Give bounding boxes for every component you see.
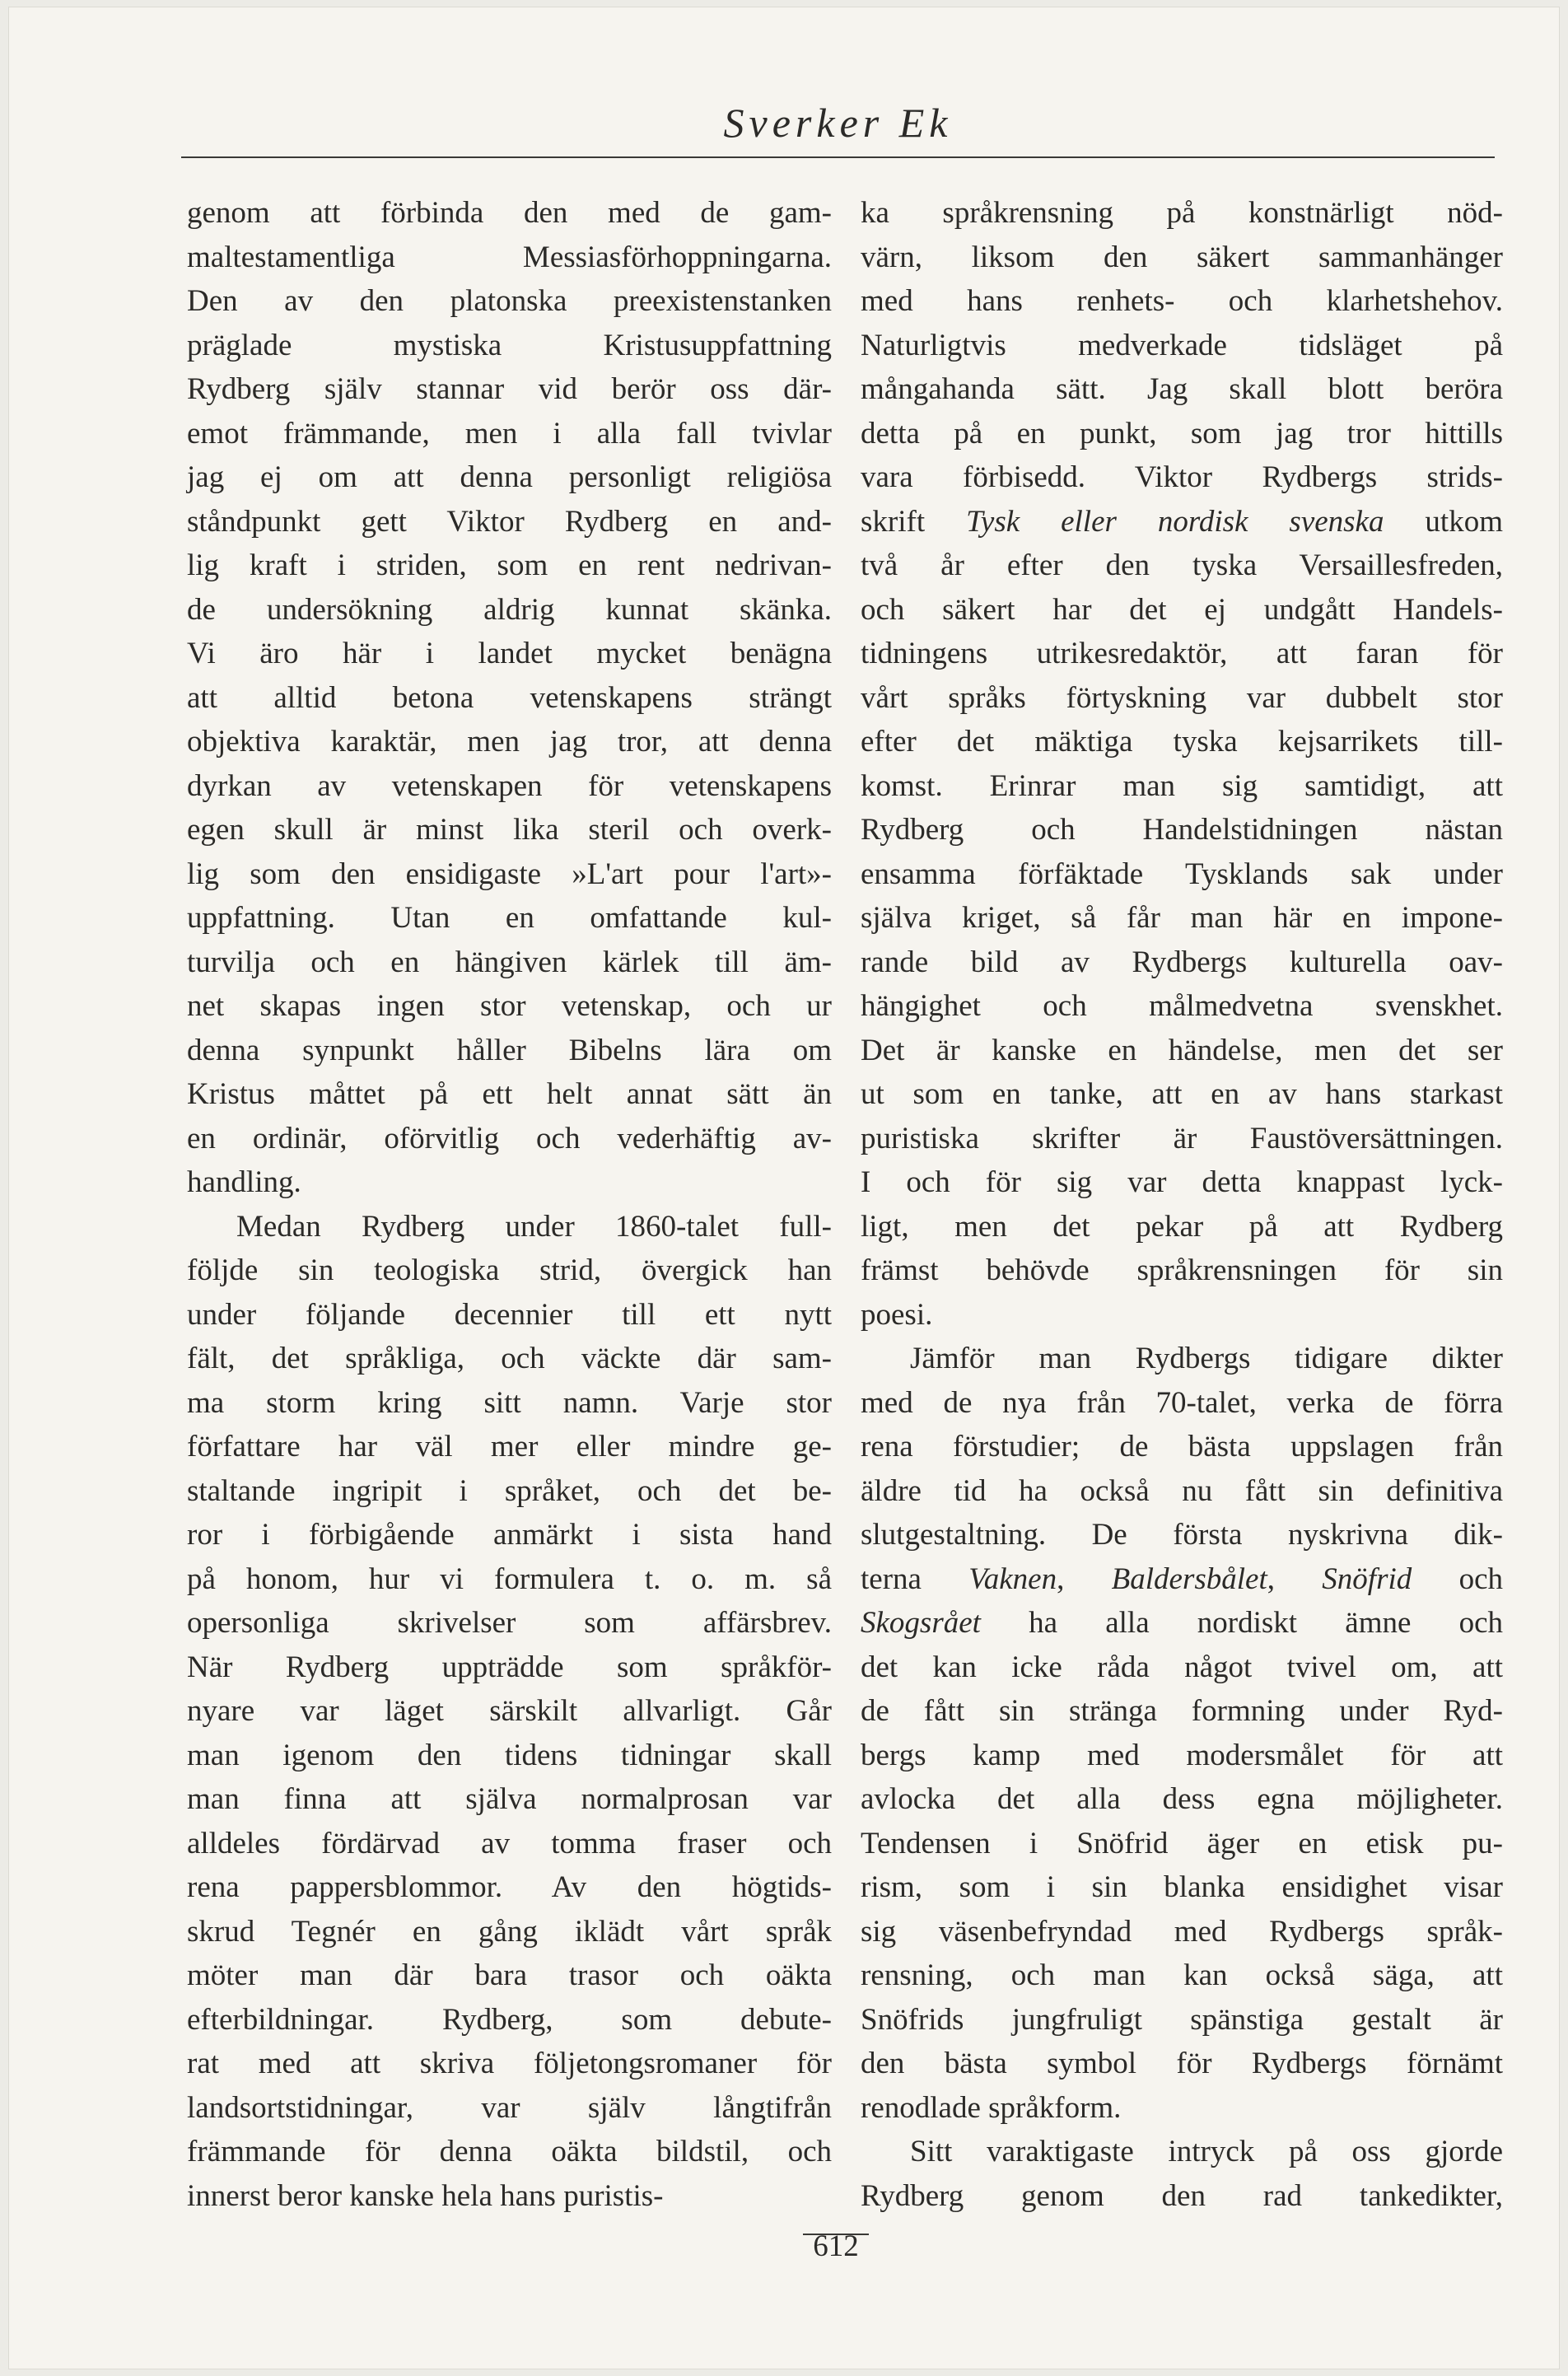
text-line: man finna att själva normalprosan var — [187, 1782, 832, 1816]
text-line: Det är kanske en händelse, men det ser — [861, 1033, 1503, 1067]
text-line: Tendensen i Snöfrid äger en etisk pu- — [861, 1826, 1503, 1860]
text-line: de undersökning aldrig kunnat skänka. — [187, 592, 832, 627]
text-line: rena förstudier; de bästa uppslagen från — [861, 1430, 1503, 1463]
text-line: hängighet och målmedvetna svenskhet. — [861, 989, 1503, 1023]
text-line: ligt, men det pekar på att Rydberg — [861, 1209, 1503, 1244]
text-line: egen skull är minst lika steril och overk- — [187, 813, 832, 847]
text-line: två år efter den tyska Versaillesfreden, — [861, 548, 1503, 582]
text-line: innerst beror kanske hela hans puristis- — [187, 2178, 664, 2213]
text-line — [861, 1601, 1503, 1645]
text-line: detta på en punkt, som jag tror hittills — [861, 416, 1503, 450]
text-line: Naturligtvis medverkade tidsläget på — [861, 328, 1503, 362]
text-line: vara förbisedd. Viktor Rydbergs strids- — [861, 460, 1503, 494]
text-line: genom att förbinda den med de gam- — [187, 196, 832, 230]
text-line: man igenom den tidens tidningar skall — [187, 1738, 832, 1772]
text-line: renodlade språkform. — [861, 2090, 1122, 2125]
text-line: poesi. — [861, 1297, 933, 1332]
text-line: tidningens utrikesredaktör, att faran för — [861, 637, 1503, 670]
text-line: staltande ingripit i språket, och det be- — [187, 1473, 832, 1508]
text-line: denna synpunkt håller Bibelns lära om — [187, 1033, 832, 1067]
italic-title: Snöfrid — [1322, 1561, 1412, 1596]
text-line: att alltid betona vetenskapens strängt — [187, 680, 832, 715]
text-fragment: ha alla nordiskt ämne och — [980, 1606, 1503, 1640]
text-line: ma storm kring sitt namn. Varje stor — [187, 1385, 832, 1420]
text-line: ka språkrensning på konstnärligt nöd- — [861, 196, 1503, 230]
text-line: alldeles fördärvad av tomma fraser och — [187, 1826, 832, 1860]
text-line: rism, som i sin blanka ensidighet visar — [861, 1870, 1503, 1904]
text-line: själva kriget, så får man här en impone- — [861, 901, 1503, 935]
text-line: lig som den ensidigaste »L'art pour l'art»- — [187, 857, 832, 891]
text-line: ensamma förfäktade Tysklands sak under — [861, 857, 1503, 891]
text-line — [861, 500, 1503, 544]
text-line: rande bild av Rydbergs kulturella oav- — [861, 945, 1503, 979]
page-number: 612 — [813, 2229, 859, 2263]
italic-title: Baldersbålet — [1111, 1561, 1267, 1596]
text-line: turvilja och en hängiven kärlek till äm- — [187, 945, 832, 979]
text-line: handling. — [187, 1165, 301, 1199]
text-line: den bästa symbol för Rydbergs förnämt — [861, 2047, 1503, 2080]
text-line: avlocka det alla dess egna möjligheter. — [861, 1782, 1503, 1816]
text-line: puristiska skrifter är Faustöversättningen. — [861, 1121, 1503, 1155]
text-line: skrud Tegnér en gång iklädt vårt språk — [187, 1914, 832, 1949]
left-column — [187, 191, 832, 2218]
text-line: maltestamentliga Messiasförhoppningarna. — [187, 240, 832, 274]
text-line: bergs kamp med modersmålet för att — [861, 1738, 1503, 1772]
text-line: Rydberg själv stannar vid berör oss där- — [187, 372, 832, 406]
text-line: de fått sin stränga formning under Ryd- — [861, 1694, 1503, 1728]
text-line: Rydberg och Handelstidningen nästan — [861, 813, 1503, 847]
text-line: och säkert har det ej undgått Handels- — [861, 592, 1503, 627]
text-line: emot främmande, men i alla fall tvivlar — [187, 416, 832, 450]
text-line: Jämför man Rydbergs tidigare dikter — [910, 1342, 1503, 1375]
italic-title: Vaknen — [968, 1561, 1057, 1596]
running-title: Sverker Ek — [723, 100, 953, 146]
text-line: lig kraft i striden, som en rent nedrivan- — [187, 548, 832, 582]
text-line: rensning, och man kan också säga, att — [861, 1958, 1503, 1992]
italic-title: Skogsrået — [861, 1606, 981, 1640]
text-line: Sitt varaktigaste intryck på oss gjorde — [910, 2135, 1503, 2168]
text-line: rena pappersblommor. Av den högtids- — [187, 1870, 832, 1904]
text-line: följde sin teologiska strid, övergick han — [187, 1253, 832, 1287]
right-column — [861, 191, 1503, 2218]
text-line: Vi äro här i landet mycket benägna — [187, 637, 832, 670]
italic-title: Tysk eller nordisk svenska — [966, 504, 1384, 539]
text-line: sig väsenbefryndad med Rydbergs språk- — [861, 1914, 1503, 1949]
text-line: ståndpunkt gett Viktor Rydberg en and- — [187, 504, 832, 539]
text-line: en ordinär, oförvitlig och vederhäftig av- — [187, 1121, 832, 1155]
text-line: författare har väl mer eller mindre ge- — [187, 1430, 832, 1463]
text-line: under följande decennier till ett nytt — [187, 1297, 832, 1332]
text-fragment: , — [1057, 1561, 1112, 1596]
text-line: ror i förbigående anmärkt i sista hand — [187, 1518, 832, 1552]
text-line: äldre tid ha också nu fått sin definitiva — [861, 1473, 1503, 1508]
text-line: med de nya från 70-talet, verka de förra — [861, 1385, 1503, 1420]
text-line: vårt språks förtyskning var dubbelt stor — [861, 680, 1503, 715]
text-line: opersonliga skrivelser som affärsbrev. — [187, 1606, 832, 1640]
text-fragment: skrift — [861, 504, 967, 539]
text-line: fält, det språkliga, och väckte där sam- — [187, 1342, 832, 1375]
text-line: net skapas ingen stor vetenskap, och ur — [187, 989, 832, 1023]
text-line: komst. Erinrar man sig samtidigt, att — [861, 768, 1503, 803]
text-line: slutgestaltning. De första nyskrivna dik- — [861, 1518, 1503, 1552]
text-fragment: och — [1412, 1561, 1503, 1596]
text-line: det kan icke råda något tvivel om, att — [861, 1650, 1503, 1684]
text-line: När Rydberg uppträdde som språkför- — [187, 1650, 832, 1684]
text-line: dyrkan av vetenskapen för vetenskapens — [187, 768, 832, 803]
text-line: efterbildningar. Rydberg, som debute- — [187, 2002, 832, 2037]
text-line: ut som en tanke, att en av hans starkast — [861, 1077, 1503, 1111]
text-line: värn, liksom den säkert sammanhänger — [861, 240, 1503, 274]
text-line: uppfattning. Utan en omfattande kul- — [187, 901, 832, 935]
text-line: på honom, hur vi formulera t. o. m. så — [187, 1561, 832, 1596]
text-line — [861, 1557, 1503, 1602]
text-line: Kristus måttet på ett helt annat sätt än — [187, 1077, 832, 1111]
text-line: Snöfrids jungfruligt spänstiga gestalt är — [861, 2002, 1503, 2037]
text-line: landsortstidningar, var själv långtifrån — [187, 2090, 832, 2125]
text-line: präglade mystiska Kristusuppfattning — [187, 328, 832, 362]
text-fragment: , — [1267, 1561, 1323, 1596]
text-line: med hans renhets- och klarhetshehov. — [861, 284, 1503, 318]
text-line: jag ej om att denna personligt religiösa — [187, 460, 832, 494]
text-line: möter man där bara trasor och oäkta — [187, 1958, 832, 1992]
text-line: främst behövde språkrensningen för sin — [861, 1253, 1503, 1287]
text-line: främmande för denna oäkta bildstil, och — [187, 2135, 832, 2168]
text-line: Rydberg genom den rad tankedikter, — [861, 2178, 1503, 2213]
text-line: Medan Rydberg under 1860-talet full- — [236, 1209, 832, 1244]
text-line: I och för sig var detta knappast lyck- — [861, 1165, 1503, 1199]
text-fragment: utkom — [1384, 504, 1503, 539]
text-line: efter det mäktiga tyska kejsarrikets till- — [861, 725, 1503, 759]
text-line: Den av den platonska preexistenstanken — [187, 284, 832, 318]
text-fragment: terna — [861, 1561, 969, 1596]
text-line: mångahanda sätt. Jag skall blott beröra — [861, 372, 1503, 406]
header-rule — [181, 156, 1495, 158]
text-line: objektiva karaktär, men jag tror, att denna — [187, 725, 832, 759]
text-line: rat med att skriva följetongsromaner för — [187, 2047, 832, 2080]
text-line: nyare var läget särskilt allvarligt. Går — [187, 1694, 832, 1728]
